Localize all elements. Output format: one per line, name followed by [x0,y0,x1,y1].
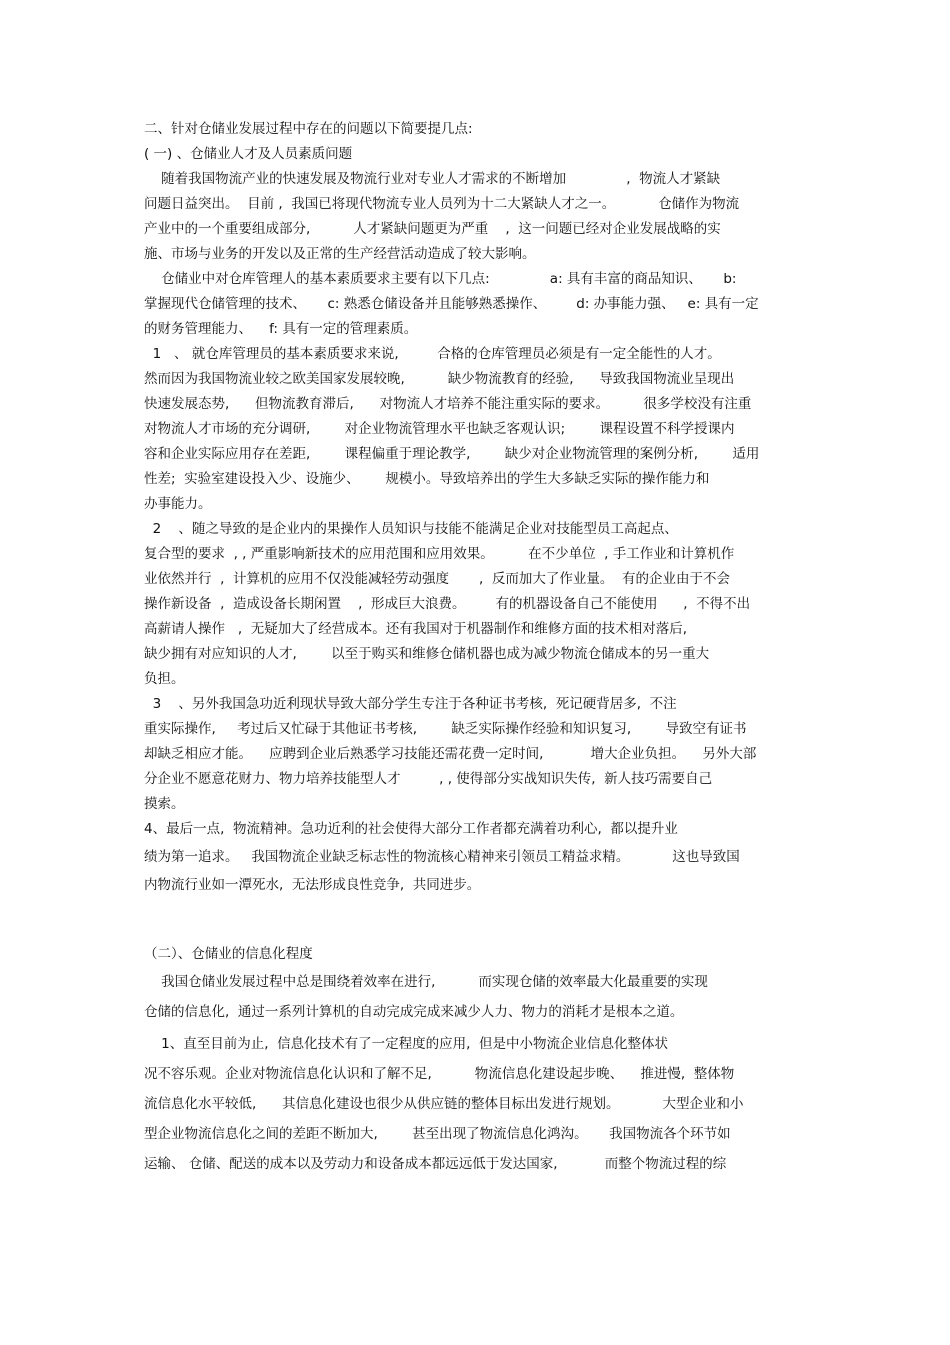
section1-paragraph1-line: 问题日益突出。 目前 , 我国已将现代物流专业人员列为十二大紧缺人才之一。 仓储作为物流 [144,196,740,212]
section1-point2-line: 操作新设备 , 造成设备长期闲置 , 形成巨大浪费。 有的机器设备自己不能使用 , 不得不出 [144,596,751,612]
section2-point1-line: 流信息化水平较低, 其信息化建设也很少从供应链的整体目标出发进行规划。 大型企业和小 [144,1096,744,1112]
section1-point1-line: 1 、 就仓库管理员的基本素质要求来说, 合格的仓库管理员必须是有一定全能性的人才。 [144,346,721,362]
section1-paragraph2-line: 的财务管理能力、 f: 具有一定的管理素质。 [144,321,418,337]
section1-point2-line: 复合型的要求 , , 严重影响新技术的应用范围和应用效果。 在不少单位 , 手工作业和计算机作 [144,546,735,562]
section1-title: ( 一) 、仓储业人才及人员素质问题 [144,146,353,162]
section2-paragraph1-line: 我国仓储业发展过程中总是围绕着效率在进行, 而实现仓储的效率最大化最重要的实现 [144,974,708,990]
section2-point1-line: 运输、 仓储、配送的成本以及劳动力和设备成本都远远低于发达国家, 而整个物流过程的综 [144,1156,727,1172]
section2-title: （二）、仓储业的信息化程度 [144,946,313,962]
section1-point3-line: 摸索。 [144,796,185,812]
section1-paragraph1-line: 施、市场与业务的开发以及正常的生产经营活动造成了较大影响。 [144,246,536,262]
section1-point1-line: 快速发展态势, 但物流教育滞后, 对物流人才培养不能注重实际的要求。 很多学校没有注重 [144,396,752,412]
section1-point2-line: 高薪请人操作 , 无疑加大了经营成本。还有我国对于机器制作和维修方面的技术相对落后, [144,621,688,637]
section1-point2-line: 负担。 [144,671,185,687]
section1-point3-line: 分企业不愿意花财力、物力培养技能型人才 , , 使得部分实战知识失传, 新人技巧需要自己 [144,771,713,787]
section1-point4-line: 内物流行业如一潭死水, 无法形成良性竞争, 共同进步。 [144,877,481,893]
section2-paragraph1-line: 仓储的信息化, 通过一系列计算机的自动完成完成来减少人力、物力的消耗才是根本之道。 [144,1004,684,1020]
section1-paragraph2-line: 掌握现代仓储管理的技术、 c: 熟悉仓储设备并且能够熟悉操作、 d: 办事能力强、 e: 具有一定 [144,296,759,312]
section1-point2-line: 业依然并行 , 计算机的应用不仅没能减轻劳动强度 , 反而加大了作业量。 有的企业由于不会 [144,571,730,587]
section1-point1-line: 性差; 实验室建设投入少、设施少、 规模小。导致培养出的学生大多缺乏实际的操作能力和 [144,471,710,487]
section2-point1-line: 况不容乐观。企业对物流信息化认识和了解不足, 物流信息化建设起步晚、 推进慢, 整体物 [144,1066,735,1082]
section1-paragraph1-line: 产业中的一个重要组成部分, 人才紧缺问题更为严重 , 这一问题已经对企业发展战略的实 [144,221,721,237]
section1-point1-line: 对物流人才市场的充分调研, 对企业物流管理水平也缺乏客观认识; 课程设置不科学授课内 [144,421,735,437]
document-heading: 二、针对仓储业发展过程中存在的问题以下简要提几点: [144,121,473,137]
section1-point1-line: 然而因为我国物流业较之欧美国家发展较晚, 缺少物流教育的经验, 导致我国物流业呈现出 [144,371,735,387]
section1-point1-line: 容和企业实际应用存在差距, 课程偏重于理论教学, 缺少对企业物流管理的案例分析, 适用 [144,446,760,462]
section1-point4-line: 绩为第一追求。 我国物流企业缺乏标志性的物流核心精神来引领员工精益求精。 这也导致国 [144,849,740,865]
section1-point2-line: 2 、随之导致的是企业内的果操作人员知识与技能不能满足企业对技能型员工高起点、 [144,521,678,537]
section2-point1-line: 型企业物流信息化之间的差距不断加大, 甚至出现了物流信息化鸿沟。 我国物流各个环节如 [144,1126,731,1142]
section2-point1-line: 1、直至目前为止, 信息化技术有了一定程度的应用, 但是中小物流企业信息化整体状 [144,1036,669,1052]
section1-paragraph2-line: 仓储业中对仓库管理人的基本素质要求主要有以下几点: a: 具有丰富的商品知识、 b: [144,271,737,287]
section1-point4-line: 4、最后一点, 物流精神。急功近利的社会使得大部分工作者都充满着功利心, 都以提升业 [144,821,678,837]
section1-point3-line: 却缺乏相应才能。 应聘到企业后熟悉学习技能还需花费一定时间, 增大企业负担。 另外大部 [144,746,757,762]
section1-point1-line: 办事能力。 [144,496,212,512]
section1-paragraph1-line: 随着我国物流产业的快速发展及物流行业对专业人才需求的不断增加 , 物流人才紧缺 [144,171,721,187]
section1-point2-line: 缺少拥有对应知识的人才, 以至于购买和维修仓储机器也成为减少物流仓储成本的另一重大 [144,646,710,662]
section1-point3-line: 重实际操作, 考过后又忙碌于其他证书考核, 缺乏实际操作经验和知识复习, 导致空有证书 [144,721,747,737]
section1-point3-line: 3 、另外我国急功近利现状导致大部分学生专注于各种证书考核, 死记硬背居多, 不注 [144,696,677,712]
